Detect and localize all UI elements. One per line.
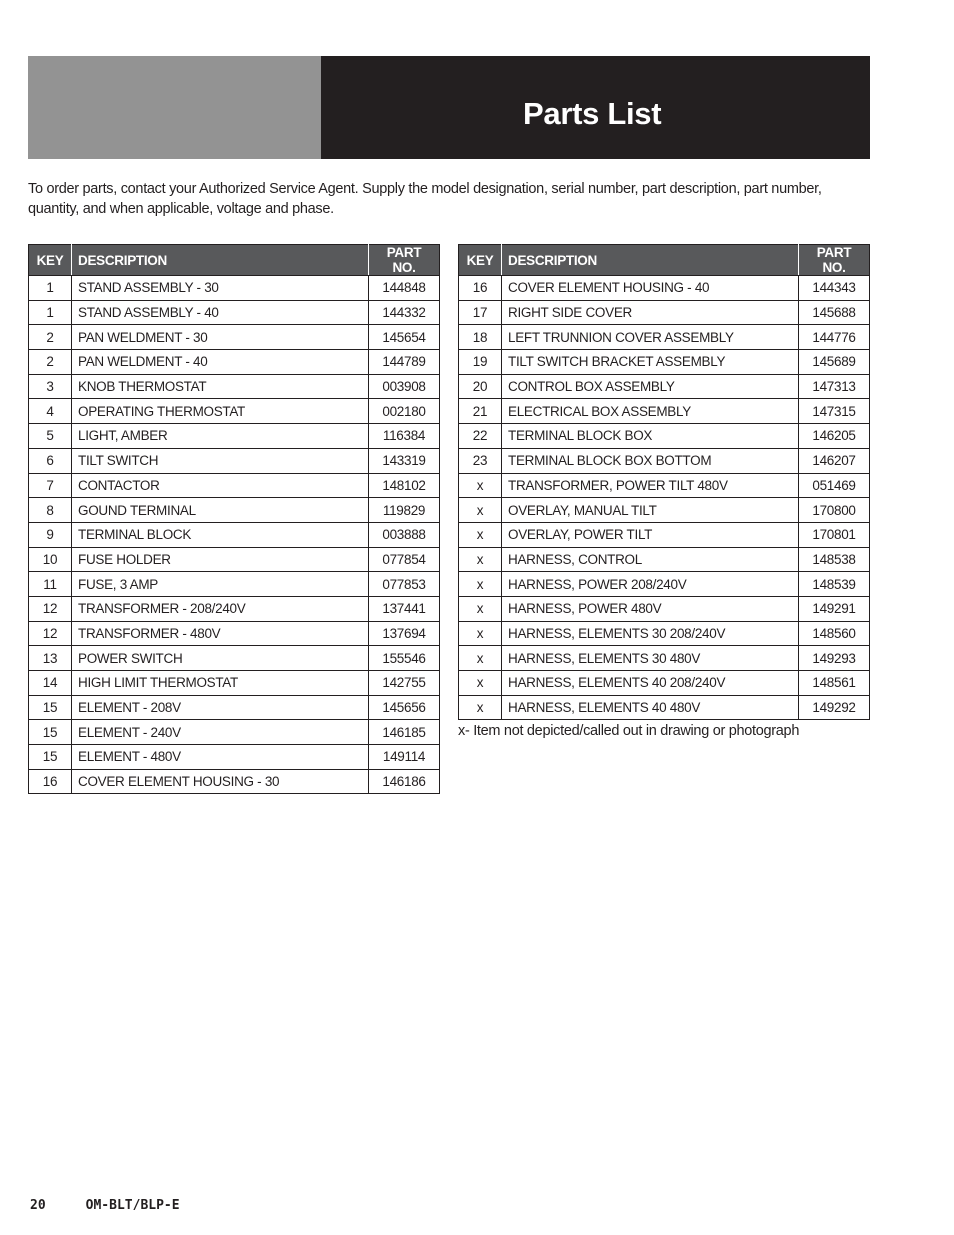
part-number: 143319 bbox=[369, 448, 440, 473]
part-description: TRANSFORMER - 208/240V bbox=[72, 596, 369, 621]
part-number: 170800 bbox=[799, 498, 870, 523]
header-dark-block bbox=[321, 56, 870, 159]
part-description: TRANSFORMER - 480V bbox=[72, 621, 369, 646]
table-row bbox=[29, 473, 440, 498]
table-row bbox=[29, 300, 440, 325]
part-number: 145656 bbox=[369, 695, 440, 720]
table-row bbox=[459, 498, 870, 523]
part-description: FUSE HOLDER bbox=[72, 547, 369, 572]
part-number: 144332 bbox=[369, 300, 440, 325]
part-number: 146185 bbox=[369, 720, 440, 745]
part-key: x bbox=[459, 522, 502, 547]
part-description: STAND ASSEMBLY - 40 bbox=[72, 300, 369, 325]
part-description: PAN WELDMENT - 40 bbox=[72, 350, 369, 375]
column-header-description: DESCRIPTION bbox=[72, 245, 369, 276]
page-footer bbox=[30, 1198, 180, 1213]
table-row bbox=[459, 572, 870, 597]
part-key: 14 bbox=[29, 671, 72, 696]
table-row bbox=[29, 325, 440, 350]
part-number: 077853 bbox=[369, 572, 440, 597]
table-row bbox=[29, 374, 440, 399]
table-row bbox=[29, 621, 440, 646]
part-key: x bbox=[459, 671, 502, 696]
part-number: 148560 bbox=[799, 621, 870, 646]
part-description: TERMINAL BLOCK bbox=[72, 522, 369, 547]
table-row bbox=[29, 498, 440, 523]
part-description: HIGH LIMIT THERMOSTAT bbox=[72, 671, 369, 696]
table-row bbox=[459, 671, 870, 696]
part-number: 147315 bbox=[799, 399, 870, 424]
part-number: 077854 bbox=[369, 547, 440, 572]
part-description: CONTACTOR bbox=[72, 473, 369, 498]
header-bar bbox=[28, 56, 870, 159]
part-key: x bbox=[459, 695, 502, 720]
part-key: 2 bbox=[29, 325, 72, 350]
part-description: RIGHT SIDE COVER bbox=[502, 300, 799, 325]
table-row bbox=[459, 473, 870, 498]
part-key: x bbox=[459, 547, 502, 572]
part-description: HARNESS, POWER 208/240V bbox=[502, 572, 799, 597]
part-key: 18 bbox=[459, 325, 502, 350]
part-number: 149293 bbox=[799, 646, 870, 671]
part-description: COVER ELEMENT HOUSING - 30 bbox=[72, 769, 369, 794]
table-row bbox=[29, 695, 440, 720]
part-description: OVERLAY, POWER TILT bbox=[502, 522, 799, 547]
part-description: TILT SWITCH bbox=[72, 448, 369, 473]
part-description: ELEMENT - 208V bbox=[72, 695, 369, 720]
table-row bbox=[459, 300, 870, 325]
part-description: ELEMENT - 240V bbox=[72, 720, 369, 745]
part-number: 145689 bbox=[799, 350, 870, 375]
part-number: 142755 bbox=[369, 671, 440, 696]
part-description: HARNESS, ELEMENTS 40 208/240V bbox=[502, 671, 799, 696]
part-number: 002180 bbox=[369, 399, 440, 424]
part-description: OVERLAY, MANUAL TILT bbox=[502, 498, 799, 523]
part-description: OPERATING THERMOSTAT bbox=[72, 399, 369, 424]
part-description: CONTROL BOX ASSEMBLY bbox=[502, 374, 799, 399]
table-row bbox=[459, 325, 870, 350]
intro-paragraph: To order parts, contact your Authorized Service Agent. Supply the model designation, serial number, part description, part number, quantity, and when applicable, voltage and phase. bbox=[28, 181, 822, 217]
table-row bbox=[29, 276, 440, 301]
table-row bbox=[459, 448, 870, 473]
column-header-part-no: PART NO. bbox=[799, 245, 870, 276]
table-header-row bbox=[29, 245, 440, 276]
part-key: 8 bbox=[29, 498, 72, 523]
table-row bbox=[29, 745, 440, 770]
part-description: PAN WELDMENT - 30 bbox=[72, 325, 369, 350]
table-row bbox=[29, 572, 440, 597]
part-key: 3 bbox=[29, 374, 72, 399]
part-key: 22 bbox=[459, 424, 502, 449]
footnote: x- Item not depicted/called out in drawing or photograph bbox=[458, 723, 800, 739]
table-row bbox=[29, 547, 440, 572]
header-gray-block bbox=[28, 56, 321, 159]
part-number: 149114 bbox=[369, 745, 440, 770]
part-number: 170801 bbox=[799, 522, 870, 547]
part-description: STAND ASSEMBLY - 30 bbox=[72, 276, 369, 301]
part-number: 146186 bbox=[369, 769, 440, 794]
part-description: TRANSFORMER, POWER TILT 480V bbox=[502, 473, 799, 498]
part-key: 23 bbox=[459, 448, 502, 473]
part-number: 137694 bbox=[369, 621, 440, 646]
part-key: 6 bbox=[29, 448, 72, 473]
part-key: 16 bbox=[459, 276, 502, 301]
part-key: 7 bbox=[29, 473, 72, 498]
part-description: TERMINAL BLOCK BOX bbox=[502, 424, 799, 449]
part-key: 1 bbox=[29, 276, 72, 301]
table-row bbox=[29, 399, 440, 424]
part-key: x bbox=[459, 621, 502, 646]
part-description: KNOB THERMOSTAT bbox=[72, 374, 369, 399]
column-header-description: DESCRIPTION bbox=[502, 245, 799, 276]
part-key: 15 bbox=[29, 720, 72, 745]
part-number: 144776 bbox=[799, 325, 870, 350]
column-header-key: KEY bbox=[459, 245, 502, 276]
part-key: 10 bbox=[29, 547, 72, 572]
part-key: 17 bbox=[459, 300, 502, 325]
part-number: 137441 bbox=[369, 596, 440, 621]
part-description: HARNESS, ELEMENTS 30 480V bbox=[502, 646, 799, 671]
part-description: HARNESS, ELEMENTS 30 208/240V bbox=[502, 621, 799, 646]
part-description: TERMINAL BLOCK BOX BOTTOM bbox=[502, 448, 799, 473]
table-row bbox=[29, 769, 440, 794]
part-key: 2 bbox=[29, 350, 72, 375]
part-description: COVER ELEMENT HOUSING - 40 bbox=[502, 276, 799, 301]
part-number: 145654 bbox=[369, 325, 440, 350]
parts-table-right bbox=[458, 244, 870, 720]
part-key: 16 bbox=[29, 769, 72, 794]
part-number: 146207 bbox=[799, 448, 870, 473]
part-number: 149292 bbox=[799, 695, 870, 720]
part-key: 4 bbox=[29, 399, 72, 424]
part-key: 9 bbox=[29, 522, 72, 547]
part-description: HARNESS, CONTROL bbox=[502, 547, 799, 572]
part-key: 20 bbox=[459, 374, 502, 399]
page-title: Parts List bbox=[523, 96, 662, 131]
part-number: 119829 bbox=[369, 498, 440, 523]
table-row bbox=[29, 720, 440, 745]
part-number: 146205 bbox=[799, 424, 870, 449]
table-row bbox=[459, 350, 870, 375]
part-description: ELECTRICAL BOX ASSEMBLY bbox=[502, 399, 799, 424]
part-description: TILT SWITCH BRACKET ASSEMBLY bbox=[502, 350, 799, 375]
table-row bbox=[29, 671, 440, 696]
part-description: ELEMENT - 480V bbox=[72, 745, 369, 770]
doc-code: OM-BLT/BLP-E bbox=[85, 1198, 180, 1213]
part-number: 155546 bbox=[369, 646, 440, 671]
part-key: 1 bbox=[29, 300, 72, 325]
table-row bbox=[29, 522, 440, 547]
part-key: 15 bbox=[29, 695, 72, 720]
table-row bbox=[459, 547, 870, 572]
part-key: x bbox=[459, 498, 502, 523]
part-number: 149291 bbox=[799, 596, 870, 621]
table-row bbox=[29, 646, 440, 671]
part-key: x bbox=[459, 596, 502, 621]
part-number: 116384 bbox=[369, 424, 440, 449]
part-description: HARNESS, POWER 480V bbox=[502, 596, 799, 621]
table-row bbox=[459, 695, 870, 720]
table-row bbox=[29, 596, 440, 621]
part-key: 15 bbox=[29, 745, 72, 770]
table-row bbox=[459, 424, 870, 449]
part-key: 12 bbox=[29, 596, 72, 621]
part-number: 144343 bbox=[799, 276, 870, 301]
table-row bbox=[29, 350, 440, 375]
column-header-key: KEY bbox=[29, 245, 72, 276]
part-number: 148102 bbox=[369, 473, 440, 498]
table-row bbox=[29, 448, 440, 473]
table-row bbox=[459, 374, 870, 399]
part-number: 147313 bbox=[799, 374, 870, 399]
part-description: GOUND TERMINAL bbox=[72, 498, 369, 523]
part-key: 12 bbox=[29, 621, 72, 646]
parts-table-left-body bbox=[29, 276, 440, 794]
table-row bbox=[459, 276, 870, 301]
column-header-part-no: PART NO. bbox=[369, 245, 440, 276]
part-description: FUSE, 3 AMP bbox=[72, 572, 369, 597]
table-row bbox=[29, 424, 440, 449]
part-key: x bbox=[459, 473, 502, 498]
part-number: 145688 bbox=[799, 300, 870, 325]
part-key: x bbox=[459, 572, 502, 597]
table-row bbox=[459, 522, 870, 547]
part-number: 148561 bbox=[799, 671, 870, 696]
table-row bbox=[459, 399, 870, 424]
table-header-row bbox=[459, 245, 870, 276]
part-description: HARNESS, ELEMENTS 40 480V bbox=[502, 695, 799, 720]
page-number: 20 bbox=[30, 1198, 46, 1213]
part-number: 148539 bbox=[799, 572, 870, 597]
part-number: 148538 bbox=[799, 547, 870, 572]
part-key: 21 bbox=[459, 399, 502, 424]
part-key: x bbox=[459, 646, 502, 671]
part-number: 003908 bbox=[369, 374, 440, 399]
part-key: 19 bbox=[459, 350, 502, 375]
part-description: LIGHT, AMBER bbox=[72, 424, 369, 449]
part-number: 144848 bbox=[369, 276, 440, 301]
table-row bbox=[459, 646, 870, 671]
part-number: 051469 bbox=[799, 473, 870, 498]
part-number: 144789 bbox=[369, 350, 440, 375]
part-description: LEFT TRUNNION COVER ASSEMBLY bbox=[502, 325, 799, 350]
part-key: 11 bbox=[29, 572, 72, 597]
part-description: POWER SWITCH bbox=[72, 646, 369, 671]
parts-table-right-body bbox=[459, 276, 870, 720]
part-number: 003888 bbox=[369, 522, 440, 547]
part-key: 13 bbox=[29, 646, 72, 671]
table-row bbox=[459, 621, 870, 646]
table-row bbox=[459, 596, 870, 621]
parts-table-left bbox=[28, 244, 440, 794]
part-key: 5 bbox=[29, 424, 72, 449]
